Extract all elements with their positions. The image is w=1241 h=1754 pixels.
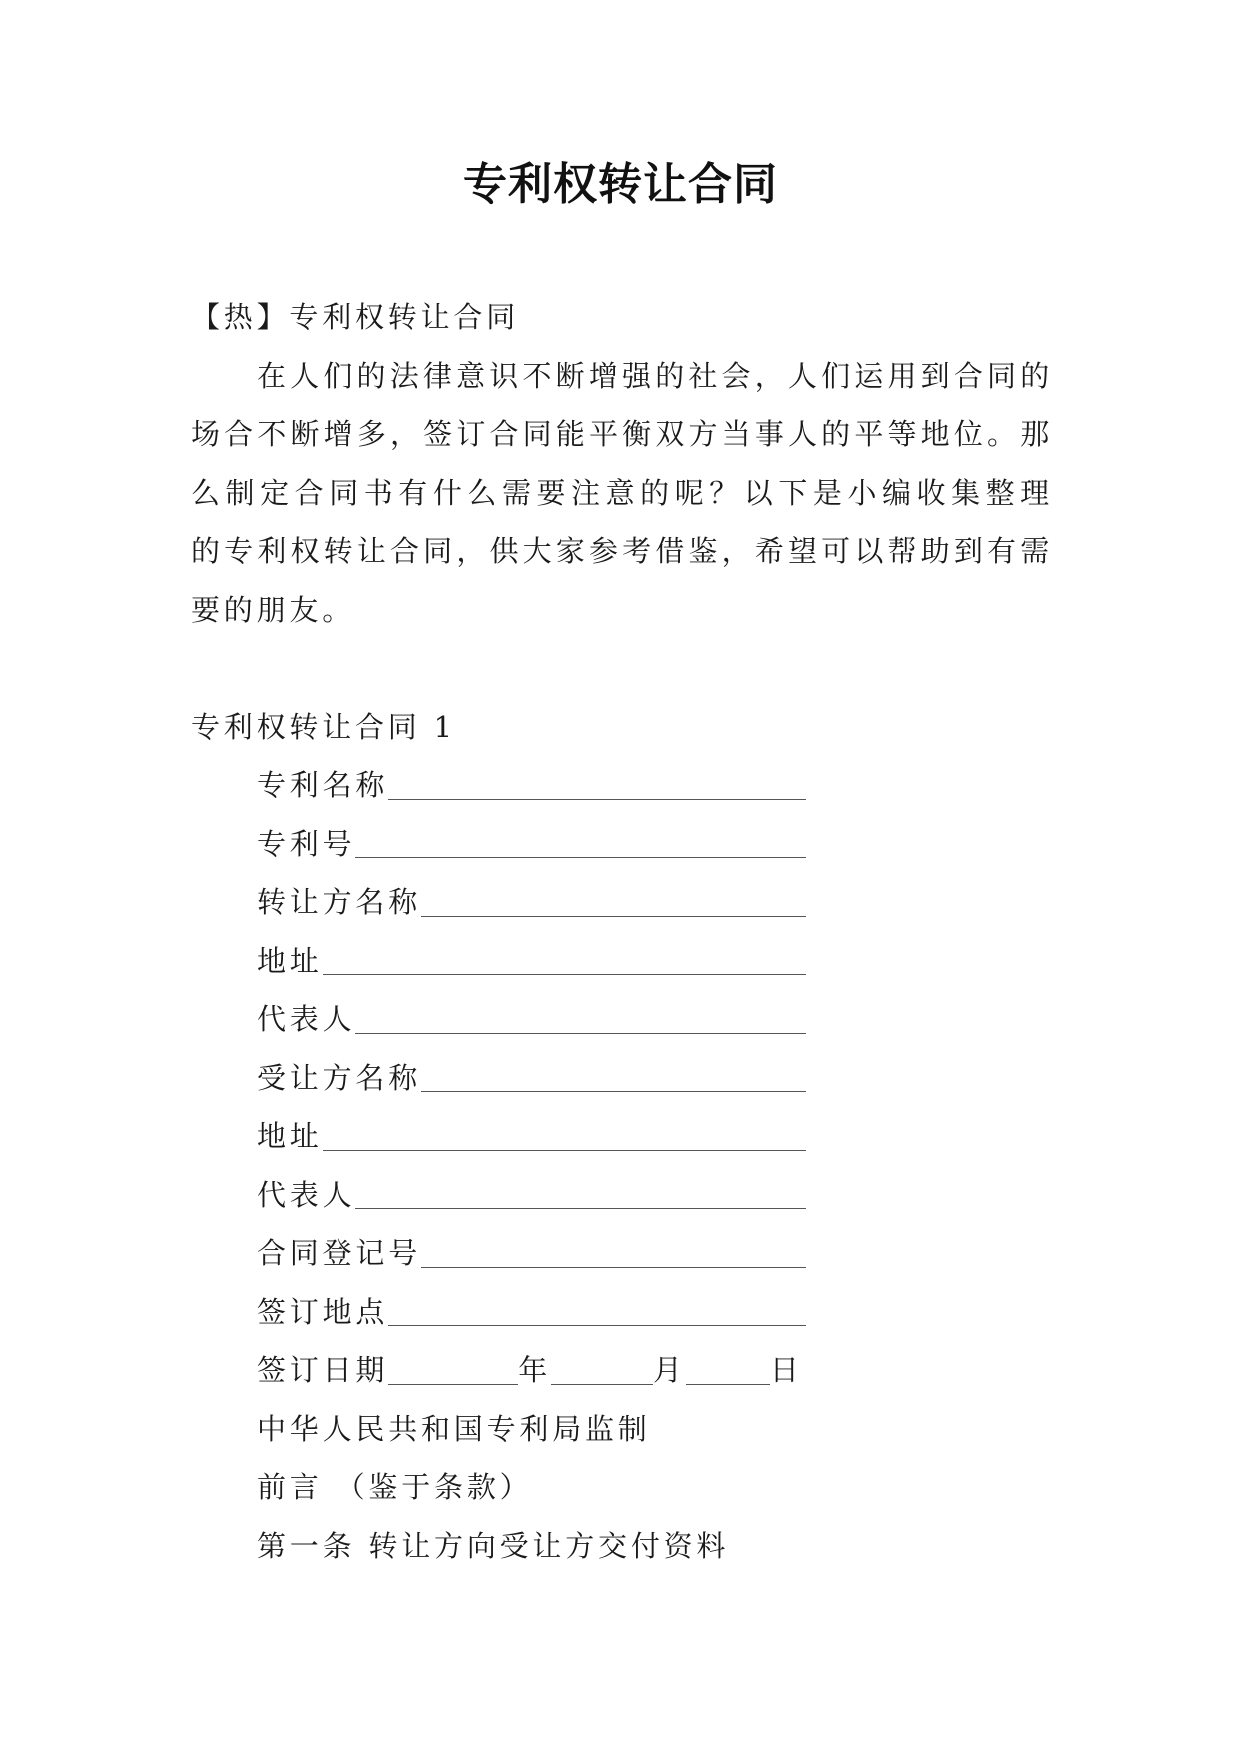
month-blank-line	[551, 1384, 653, 1385]
form-field-row	[191, 1224, 806, 1283]
blank-line	[323, 974, 806, 975]
document-title: 专利权转让合同	[463, 159, 778, 210]
supervision-note: 中华人民共和国专利局监制	[257, 1411, 651, 1446]
form-field-row	[191, 932, 806, 991]
blank-line	[323, 1150, 806, 1151]
field-label: 地址	[257, 1119, 323, 1153]
paragraph-line: 么制定合同书有什么需要注意的呢？以下是小编收集整理	[191, 475, 1053, 510]
blank-line	[355, 857, 806, 858]
field-label: 合同登记号	[257, 1236, 422, 1270]
field-label: 专利名称	[257, 768, 389, 802]
field-label: 签订地点	[257, 1294, 389, 1329]
paragraph-line: 要的朋友。	[191, 592, 356, 627]
month-unit: 月	[653, 1353, 686, 1387]
form-field-row	[191, 756, 806, 815]
field-label: 代表人	[257, 1177, 356, 1212]
blank-line	[421, 1091, 806, 1092]
intro-heading: 【热】专利权转让合同	[191, 300, 520, 334]
document-body	[191, 288, 1053, 1575]
article-one-heading: 第一条 转让方向受让方交付资料	[257, 1528, 730, 1563]
form-field-row	[191, 1166, 806, 1225]
paragraph-line: 场合不断增多，签订合同能平衡双方当事人的平等地位。那	[191, 417, 1053, 451]
field-label: 专利号	[257, 826, 356, 861]
day-blank-line	[686, 1384, 770, 1385]
year-unit: 年	[518, 1353, 552, 1387]
field-label: 受让方名称	[257, 1060, 422, 1095]
preamble-heading: 前言 （鉴于条款）	[257, 1470, 533, 1504]
form-field-row	[191, 1107, 806, 1166]
blank-line	[388, 799, 806, 800]
form-field-row	[191, 1283, 806, 1342]
blank-spacer	[191, 639, 1053, 698]
section-title: 专利权转让合同 1	[191, 709, 456, 744]
blank-line	[355, 1208, 806, 1209]
paragraph-line: 的专利权转让合同，供大家参考借鉴，希望可以帮助到有需	[191, 534, 1053, 568]
blank-line	[355, 1033, 806, 1034]
field-label: 转让方名称	[257, 885, 422, 919]
day-unit: 日	[769, 1353, 803, 1387]
form-field-row	[191, 990, 806, 1049]
paragraph-line: 在人们的法律意识不断增强的社会，人们运用到合同的	[257, 358, 1053, 393]
contract-form-fields	[191, 756, 1053, 1400]
form-field-row	[191, 815, 806, 874]
blank-line	[388, 1325, 806, 1326]
signing-date-row	[191, 1341, 1053, 1400]
field-label: 代表人	[257, 1002, 356, 1036]
intro-paragraph	[191, 347, 1053, 640]
form-field-row	[191, 1049, 806, 1108]
year-blank-line	[388, 1384, 518, 1385]
field-label: 地址	[257, 943, 323, 978]
form-field-row	[191, 873, 806, 932]
blank-line	[421, 916, 806, 917]
blank-line	[421, 1267, 806, 1268]
date-label: 签订日期	[257, 1353, 389, 1387]
